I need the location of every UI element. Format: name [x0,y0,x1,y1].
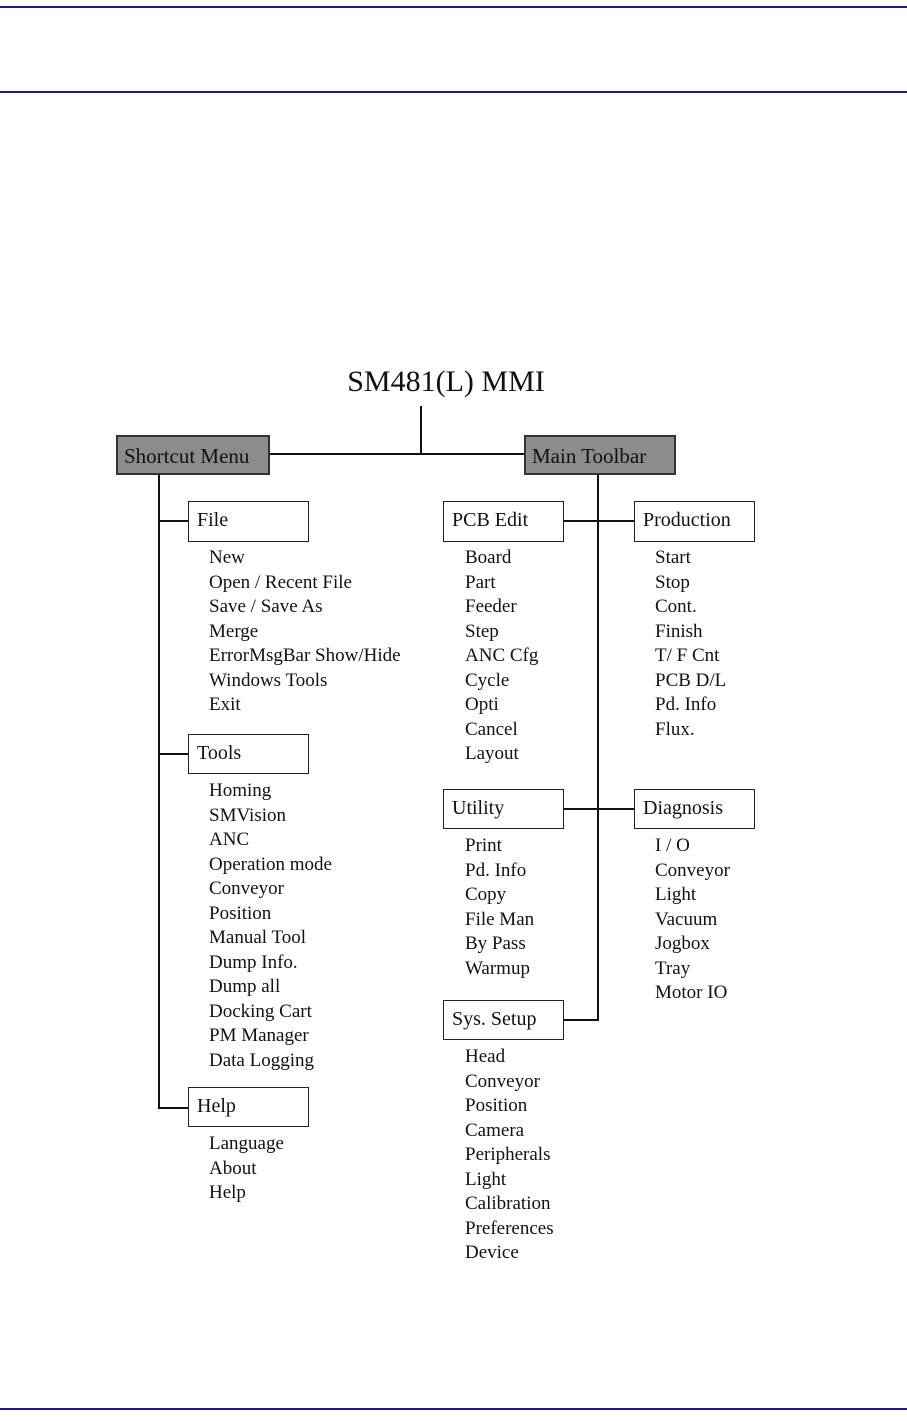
diagnosis-menu-item: I / O [655,835,690,856]
sys-setup-menu-item: Light [465,1168,507,1190]
pcb-edit-menu-item: ANC Cfg [465,645,539,666]
production-menu-item: Pd. Info [655,694,717,715]
tools-menu-item: PM Manager [209,1025,309,1046]
diagnosis-menu-item: Motor IO [655,982,728,1003]
tools-menu-item: Docking Cart [209,1000,312,1022]
utility-item-list [465,834,534,981]
shortcut-menu-box: Shortcut Menu [116,435,270,475]
sys-setup-menu-item: Head [465,1046,506,1067]
production-menu-item: Cont. [655,596,697,617]
connector-top-bus [270,453,524,455]
tools-menu-item: Conveyor [209,878,284,899]
connector-file-branch [158,520,188,522]
utility-group-box: Utility [443,789,564,829]
sys-setup-menu-item: Conveyor [465,1070,540,1092]
production-menu-item: Flux. [655,718,695,740]
pcb-edit-menu-item: Opti [465,694,499,715]
connector-pcbedit-production [564,520,634,522]
help-menu-item: Help [209,1182,246,1203]
sys-setup-menu-item: Position [465,1095,528,1116]
pcb-edit-menu-item: Part [465,571,496,593]
pcb-edit-menu-item: Feeder [465,596,517,617]
production-item-list [655,546,726,742]
footer-rule [0,1408,907,1410]
tools-menu-item: Position [209,902,272,924]
file-menu-item: Open / Recent File [209,571,352,593]
utility-menu-item: Copy [465,884,507,905]
pcb-edit-menu-item: Cycle [465,669,510,691]
tools-menu-item: Data Logging [209,1049,315,1071]
connector-toolbar-spine [597,474,599,1021]
production-menu-item: Stop [655,571,690,593]
sys-setup-menu-item: Calibration [465,1193,551,1214]
production-group-box: Production [634,501,755,542]
connector-utility-diagnosis [564,808,634,810]
tools-item-list [209,779,332,1073]
file-group-box: File [188,501,309,542]
diagnosis-menu-item: Light [655,884,697,905]
pcb-edit-item-list [465,546,538,767]
file-menu-item: ErrorMsgBar Show/Hide [209,645,401,666]
diagnosis-menu-item: Vacuum [655,908,718,930]
diagnosis-menu-item: Tray [655,957,691,979]
sys-setup-menu-item: Preferences [465,1217,554,1239]
file-menu-item: Save / Save As [209,596,323,617]
pcb-edit-menu-item: Board [465,547,512,568]
tools-menu-item: Homing [209,780,272,801]
tools-group-box: Tools [188,734,309,774]
help-menu-item: About [209,1157,257,1179]
production-menu-item: Start [655,547,691,568]
mmi-menu-tree [116,360,796,1280]
connector-syssetup-branch [564,1019,599,1021]
diagnosis-menu-item: Jogbox [655,933,710,954]
tools-menu-item: Dump all [209,976,281,997]
utility-menu-item: Warmup [465,957,530,979]
help-menu-item: Language [209,1133,284,1154]
pcb-edit-menu-item: Layout [465,743,519,764]
top-rule [0,6,907,8]
main-toolbar-box: Main Toolbar [524,435,676,475]
production-menu-item: Finish [655,620,703,642]
pcb-edit-menu-item: Cancel [465,718,518,740]
tools-menu-item: Manual Tool [209,927,307,948]
sys-setup-item-list [465,1045,554,1266]
utility-menu-item: File Man [465,908,535,930]
pcb-edit-menu-item: Step [465,620,499,642]
utility-menu-item: Pd. Info [465,859,527,881]
connector-title-stem [420,406,422,454]
diagnosis-group-box: Diagnosis [634,789,755,829]
diagnosis-item-list [655,834,730,1006]
file-menu-item: Windows Tools [209,669,328,691]
file-menu-item: Merge [209,620,259,642]
production-menu-item: T/ F Cnt [655,645,720,666]
diagnosis-menu-item: Conveyor [655,859,730,881]
tools-menu-item: ANC [209,829,250,850]
connector-shortcut-spine [158,474,160,1108]
utility-menu-item: By Pass [465,933,526,954]
tools-menu-item: Operation mode [209,853,332,875]
tools-menu-item: SMVision [209,804,286,826]
pcb-edit-group-box: PCB Edit [443,501,564,542]
sys-setup-menu-item: Peripherals [465,1144,551,1165]
diagram-title: SM481(L) MMI [347,365,545,398]
file-item-list [209,546,401,718]
utility-menu-item: Print [465,835,502,856]
header-rule [0,91,907,93]
file-menu-item: New [209,547,245,568]
help-group-box: Help [188,1087,309,1127]
sys-setup-menu-item: Camera [465,1119,525,1141]
help-item-list [209,1132,284,1206]
file-menu-item: Exit [209,694,241,715]
sys-setup-group-box: Sys. Setup [443,1000,564,1040]
connector-tools-branch [158,753,188,755]
sys-setup-menu-item: Device [465,1242,519,1263]
tools-menu-item: Dump Info. [209,951,298,973]
connector-help-branch [158,1107,188,1109]
production-menu-item: PCB D/L [655,669,727,691]
